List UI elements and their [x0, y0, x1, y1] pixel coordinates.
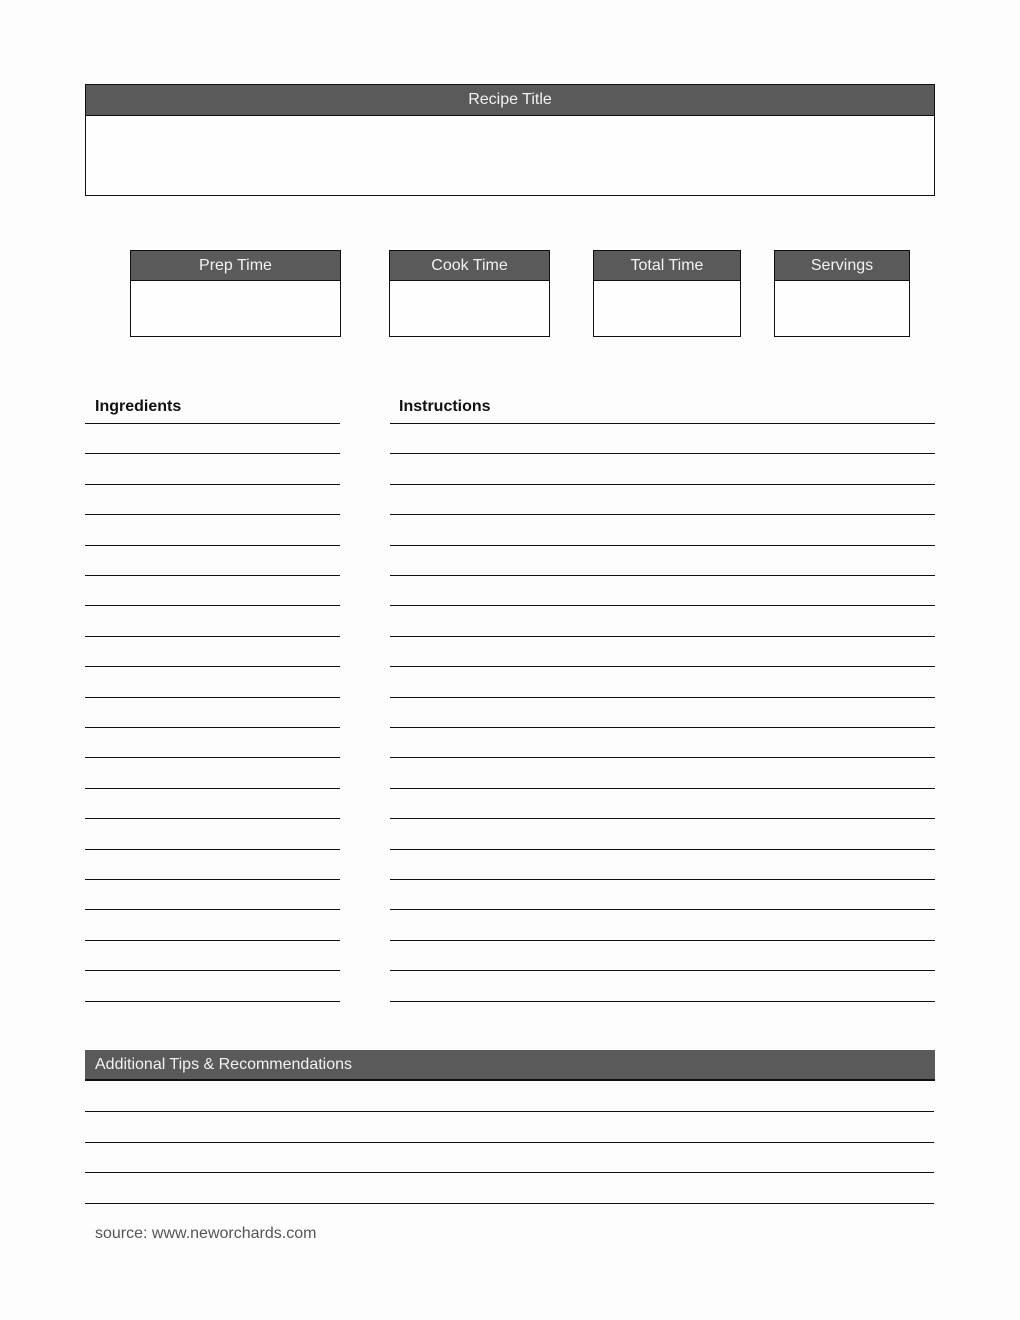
instruction-line[interactable]: [390, 818, 935, 819]
prep-time-box: [130, 250, 341, 337]
instruction-line[interactable]: [390, 666, 935, 667]
recipe-title-field[interactable]: [86, 116, 934, 195]
ingredient-line[interactable]: [85, 514, 340, 515]
tip-line[interactable]: [85, 1172, 934, 1173]
instruction-line[interactable]: [390, 757, 935, 758]
ingredient-line[interactable]: [85, 453, 340, 454]
instruction-line[interactable]: [390, 636, 935, 637]
tip-line[interactable]: [85, 1203, 934, 1204]
ingredient-line[interactable]: [85, 788, 340, 789]
instruction-line[interactable]: [390, 940, 935, 941]
ingredient-line[interactable]: [85, 757, 340, 758]
instruction-line[interactable]: [390, 727, 935, 728]
total-time-label: Total Time: [594, 251, 740, 281]
instruction-line[interactable]: [390, 605, 935, 606]
ingredient-line[interactable]: [85, 605, 340, 606]
instruction-line[interactable]: [390, 697, 935, 698]
recipe-title-label: Recipe Title: [86, 85, 934, 116]
instruction-line[interactable]: [390, 514, 935, 515]
servings-field[interactable]: [775, 281, 909, 336]
ingredient-line[interactable]: [85, 879, 340, 880]
instruction-line[interactable]: [390, 545, 935, 546]
recipe-title-box: [85, 84, 935, 196]
instruction-line[interactable]: [390, 909, 935, 910]
ingredient-line[interactable]: [85, 697, 340, 698]
ingredient-line[interactable]: [85, 666, 340, 667]
ingredients-heading: Ingredients: [95, 398, 182, 415]
ingredient-line[interactable]: [85, 575, 340, 576]
ingredient-line[interactable]: [85, 818, 340, 819]
source-text: source: www.neworchards.com: [95, 1225, 317, 1242]
instruction-line[interactable]: [390, 484, 935, 485]
instructions-heading: Instructions: [399, 398, 491, 415]
ingredient-line[interactable]: [85, 940, 340, 941]
ingredient-line[interactable]: [85, 727, 340, 728]
instruction-line[interactable]: [390, 453, 935, 454]
instruction-line[interactable]: [390, 788, 935, 789]
total-time-field[interactable]: [594, 281, 740, 336]
tip-line[interactable]: [85, 1111, 934, 1112]
total-time-box: [593, 250, 741, 337]
prep-time-label: Prep Time: [131, 251, 340, 281]
ingredient-line[interactable]: [85, 909, 340, 910]
cook-time-field[interactable]: [390, 281, 549, 336]
tip-line[interactable]: [85, 1142, 934, 1143]
servings-label: Servings: [775, 251, 909, 281]
tips-heading: Additional Tips & Recommendations: [95, 1055, 353, 1073]
instruction-line[interactable]: [390, 1001, 935, 1002]
prep-time-field[interactable]: [131, 281, 340, 336]
instruction-line[interactable]: [390, 423, 935, 424]
ingredient-line[interactable]: [85, 849, 340, 850]
tips-heading-bar: [85, 1050, 935, 1081]
instruction-line[interactable]: [390, 879, 935, 880]
servings-box: [774, 250, 910, 337]
ingredient-line[interactable]: [85, 636, 340, 637]
ingredient-line[interactable]: [85, 423, 340, 424]
ingredient-line[interactable]: [85, 484, 340, 485]
ingredient-line[interactable]: [85, 1001, 340, 1002]
cook-time-box: [389, 250, 550, 337]
ingredient-line[interactable]: [85, 545, 340, 546]
instruction-line[interactable]: [390, 970, 935, 971]
ingredient-line[interactable]: [85, 970, 340, 971]
cook-time-label: Cook Time: [390, 251, 549, 281]
instruction-line[interactable]: [390, 849, 935, 850]
instruction-line[interactable]: [390, 575, 935, 576]
